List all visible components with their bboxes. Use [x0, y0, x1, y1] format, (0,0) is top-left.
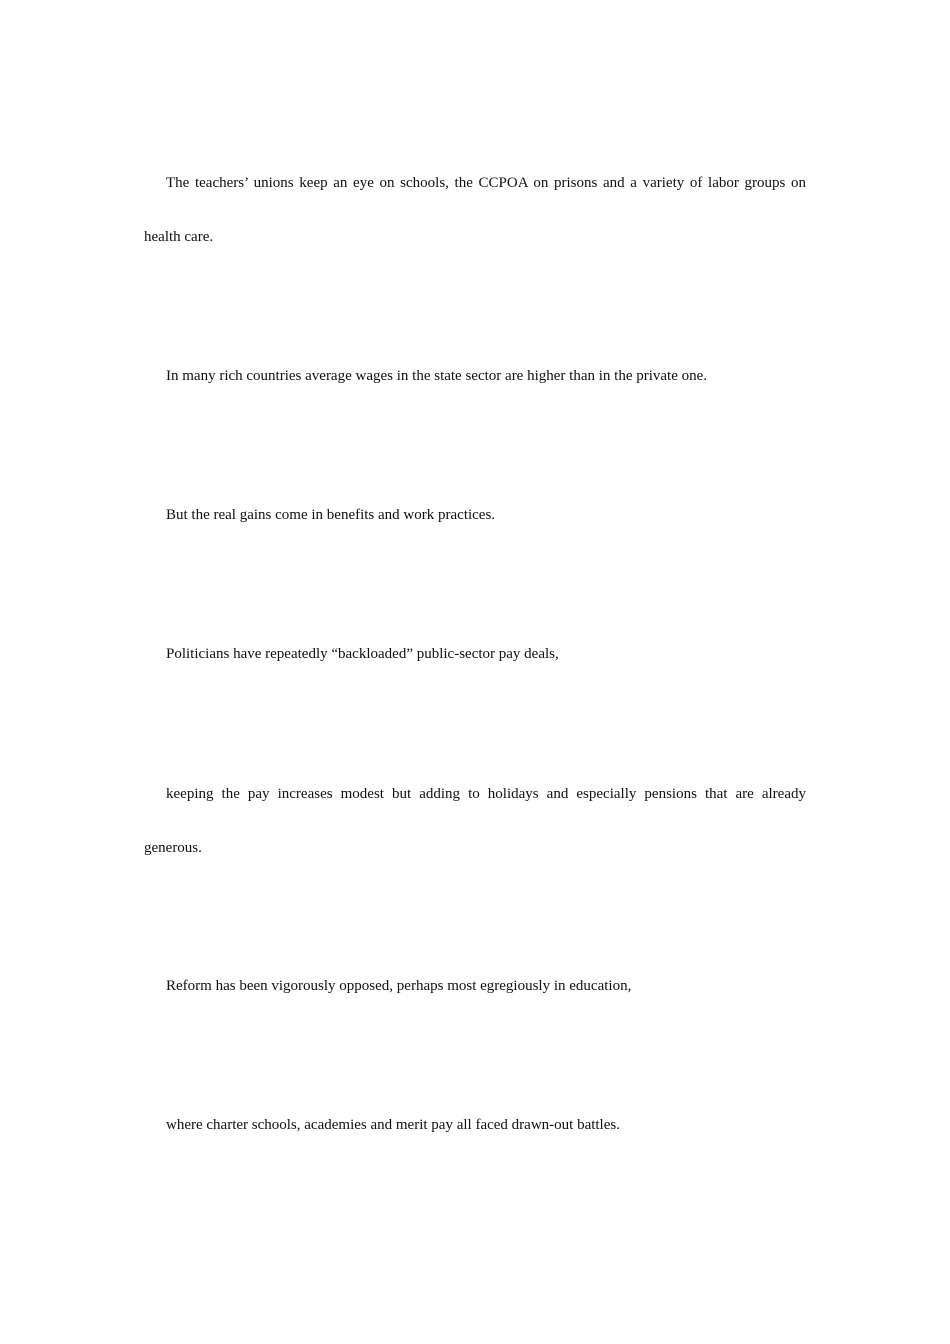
paragraph-backloaded-deals: Politicians have repeatedly “backloaded” public-sector pay deals, [166, 646, 559, 662]
paragraph-pensions-holidays: keeping the pay increases modest but adding to holidays and especially pensions that are already generous. [144, 786, 806, 856]
paragraph-charter-schools: where charter schools, academies and merit pay all faced drawn-out battles. [166, 1117, 620, 1133]
paragraph-state-wages: In many rich countries average wages in the state sector are higher than in the private one. [166, 368, 708, 384]
paragraph-real-gains: But the real gains come in benefits and work practices. [166, 507, 496, 523]
paragraph-reform-opposed: Reform has been vigorously opposed, perhaps most egregiously in education, [166, 978, 632, 994]
paragraph-unions-oversight: The teachers’ unions keep an eye on schools, the CCPOA on prisons and a variety of labor groups on health care. [144, 175, 806, 245]
